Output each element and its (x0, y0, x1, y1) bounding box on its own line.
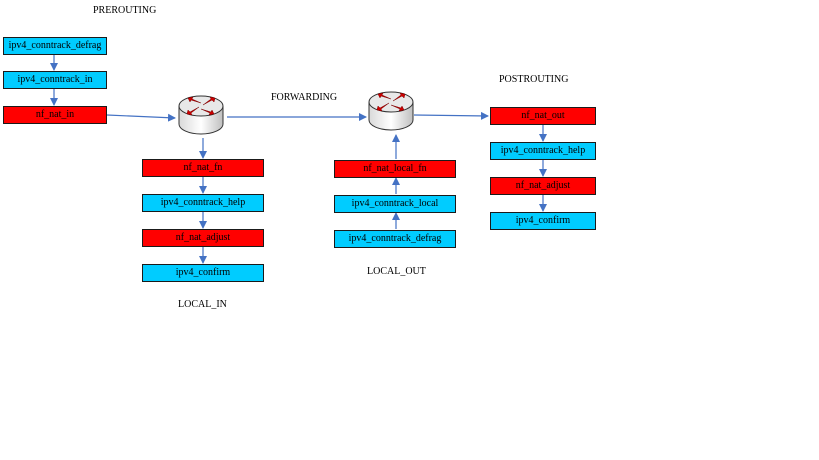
postrouting-item-conntrack-help: ipv4_conntrack_help (490, 142, 596, 160)
local-in-item-nat-fn: nf_nat_fn (142, 159, 264, 177)
local-out-item-conntrack-defrag: ipv4_conntrack_defrag (334, 230, 456, 248)
prerouting-item-conntrack-defrag: ipv4_conntrack_defrag (3, 37, 107, 55)
local-out-label: LOCAL_OUT (367, 266, 426, 277)
postrouting-item-nat-out: nf_nat_out (490, 107, 596, 125)
local-in-item-nat-adjust: nf_nat_adjust (142, 229, 264, 247)
local-out-item-nat-local-fn: nf_nat_local_fn (334, 160, 456, 178)
prerouting-label: PREROUTING (93, 5, 157, 16)
router-icon (177, 94, 225, 136)
prerouting-item-conntrack-in: ipv4_conntrack_in (3, 71, 107, 89)
local-in-item-confirm: ipv4_confirm (142, 264, 264, 282)
arrow-nat-in-to-router1 (107, 115, 175, 118)
local-in-item-conntrack-help: ipv4_conntrack_help (142, 194, 264, 212)
local-out-item-conntrack-local: ipv4_conntrack_local (334, 195, 456, 213)
forwarding-label: FORWARDING (271, 92, 338, 103)
local-in-label: LOCAL_IN (178, 299, 227, 310)
postrouting-item-confirm: ipv4_confirm (490, 212, 596, 230)
prerouting-item-nat-in: nf_nat_in (3, 106, 107, 124)
postrouting-label: POSTROUTING (499, 74, 569, 85)
postrouting-item-nat-adjust: nf_nat_adjust (490, 177, 596, 195)
router-icon (367, 90, 415, 132)
arrow-router2-to-nat-out (414, 115, 488, 116)
